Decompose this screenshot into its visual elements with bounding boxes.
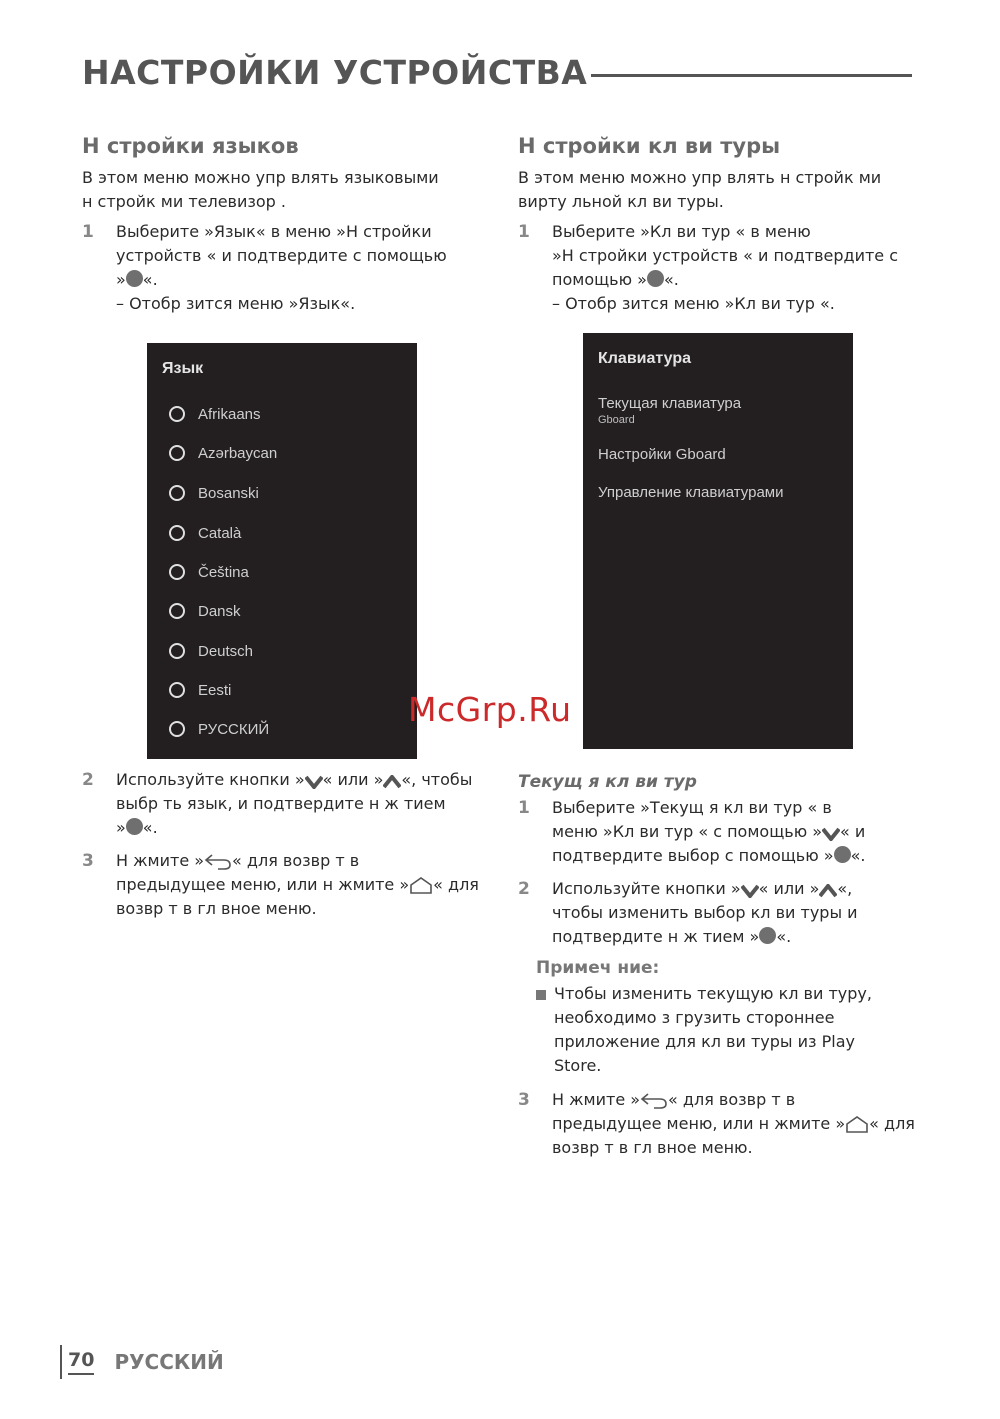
step-text: Используйте кнопки » « или » «, [552,879,853,898]
down-arrow-icon [741,884,759,898]
manage-keyboards-item[interactable]: Управление клавиатурами [598,484,784,501]
up-arrow-icon [383,775,401,789]
left-steps-lower [82,768,492,921]
keyboard-menu-screen [583,333,853,749]
footer-language: РУССКИЙ [114,1350,224,1374]
radio-icon [169,445,185,461]
ok-button-icon [126,818,143,835]
page-title [82,50,912,94]
language-settings-heading: Н стройки языков [82,134,299,158]
left-step-2 [82,768,492,840]
step-number: 1 [82,222,94,242]
radio-icon [169,406,185,422]
step-text: возвр т в гл вное меню. [116,899,317,918]
note-text: необходимо з грузить стороннее [554,1008,835,1027]
ok-button-icon [647,270,664,287]
step-text: – Отобр зится меню »Язык«. [116,294,356,313]
radio-icon [169,721,185,737]
back-icon [204,852,232,870]
step-text: Н жмите » « для возвр т в [552,1090,796,1109]
radio-icon [169,485,185,501]
radio-icon [169,603,185,619]
step-number: 2 [518,879,530,899]
language-option[interactable]: Eesti [169,679,231,701]
radio-icon [169,525,185,541]
down-arrow-icon [305,775,323,789]
ok-button-icon [126,270,143,287]
right-sub-step-3 [518,1088,928,1160]
step-text: Используйте кнопки » « или » «, чтобы [116,770,473,789]
note-text: приложение для кл ви туры из Play [554,1032,855,1051]
step-number: 2 [82,770,94,790]
step-number: 1 [518,798,530,818]
step-text: Выберите »Текущ я кл ви тур « в [552,798,832,817]
ok-button-icon [759,927,776,944]
step-number: 3 [518,1090,530,1110]
page-number: 70 [68,1349,94,1375]
note-text: Чтобы изменить текущую кл ви туру, [554,984,872,1003]
step-text: возвр т в гл вное меню. [552,1138,753,1157]
right-sub-step-1 [518,796,928,868]
step-text: устройств « и подтвердите с помощью [116,246,447,265]
language-option[interactable]: Afrikaans [169,403,261,425]
screen-title: Язык [162,360,204,377]
step-text: »Н стройки устройств « и подтвердите с [552,246,899,265]
step-text: предыдущее меню, или н жмите » « для [552,1114,915,1133]
step-text: меню »Кл ви тур « с помощью » « и [552,822,866,841]
page-title-text: НАСТРОЙКИ УСТРОЙСТВА [82,52,588,92]
title-rule [591,74,912,77]
keyboard-settings-heading: Н стройки кл ви туры [518,134,781,158]
step-text: подтвердите н ж тием » «. [552,927,792,946]
screen-title: Клавиатура [598,350,691,367]
up-arrow-icon [819,884,837,898]
down-arrow-icon [822,827,840,841]
step-number: 3 [82,851,94,871]
language-option[interactable]: Dansk [169,600,241,622]
language-menu-screen [147,343,417,759]
language-option[interactable]: Azərbaycan [169,442,277,464]
step-text: предыдущее меню, или н жмите » « для [116,875,479,894]
step-text: Выберите »Язык« в меню »Н стройки [116,222,432,241]
gboard-settings-item[interactable]: Настройки Gboard [598,446,726,463]
note-title: Примеч ние: [536,958,660,978]
left-column [82,134,492,316]
watermark: McGrp.Ru [408,690,572,729]
back-icon [640,1091,668,1109]
note-text: Store. [554,1056,602,1075]
right-lower [518,772,928,1160]
step-text: выбр ть язык, и подтвердите н ж тием [116,794,446,813]
left-intro-line: В этом меню можно упр влять языковыми [82,168,439,187]
right-step-1 [518,220,928,316]
radio-icon [169,564,185,580]
left-intro-line: н стройк ми телевизор . [82,192,286,211]
home-icon [845,1115,869,1133]
step-text: – Отобр зится меню »Кл ви тур «. [552,294,835,313]
radio-icon [169,643,185,659]
language-option[interactable]: Čeština [169,561,249,583]
step-text: » «. [116,818,158,837]
current-keyboard-subheading: Текущ я кл ви тур [518,772,697,792]
home-icon [409,876,433,894]
step-text: Выберите »Кл ви тур « в меню [552,222,811,241]
right-sub-step-2 [518,877,928,949]
step-text: Н жмите » « для возвр т в [116,851,360,870]
right-intro-line: вирту льной кл ви туры. [518,192,724,211]
left-step-1 [82,220,492,316]
step-text: » «. [116,270,158,289]
bullet-square-icon [536,990,546,1000]
step-text: чтобы изменить выбор кл ви туры и [552,903,858,922]
current-keyboard-value: Gboard [598,414,635,426]
right-intro-line: В этом меню можно упр влять н стройк ми [518,168,882,187]
note-block [536,958,928,1078]
language-option[interactable]: Català [169,522,241,544]
radio-icon [169,682,185,698]
left-step-3 [82,849,492,921]
note-bullet [536,982,928,1078]
step-text: подтвердите выбор с помощью » «. [552,846,866,865]
footer [60,1344,224,1380]
language-option[interactable]: Deutsch [169,640,253,662]
right-column [518,134,928,316]
current-keyboard-item[interactable]: Текущая клавиатура [598,395,742,412]
footer-bar [60,1345,62,1379]
language-option[interactable]: Bosanski [169,482,259,504]
step-number: 1 [518,222,530,242]
language-option[interactable]: РУССКИЙ [169,718,269,740]
ok-button-icon [834,846,851,863]
step-text: помощью » «. [552,270,679,289]
